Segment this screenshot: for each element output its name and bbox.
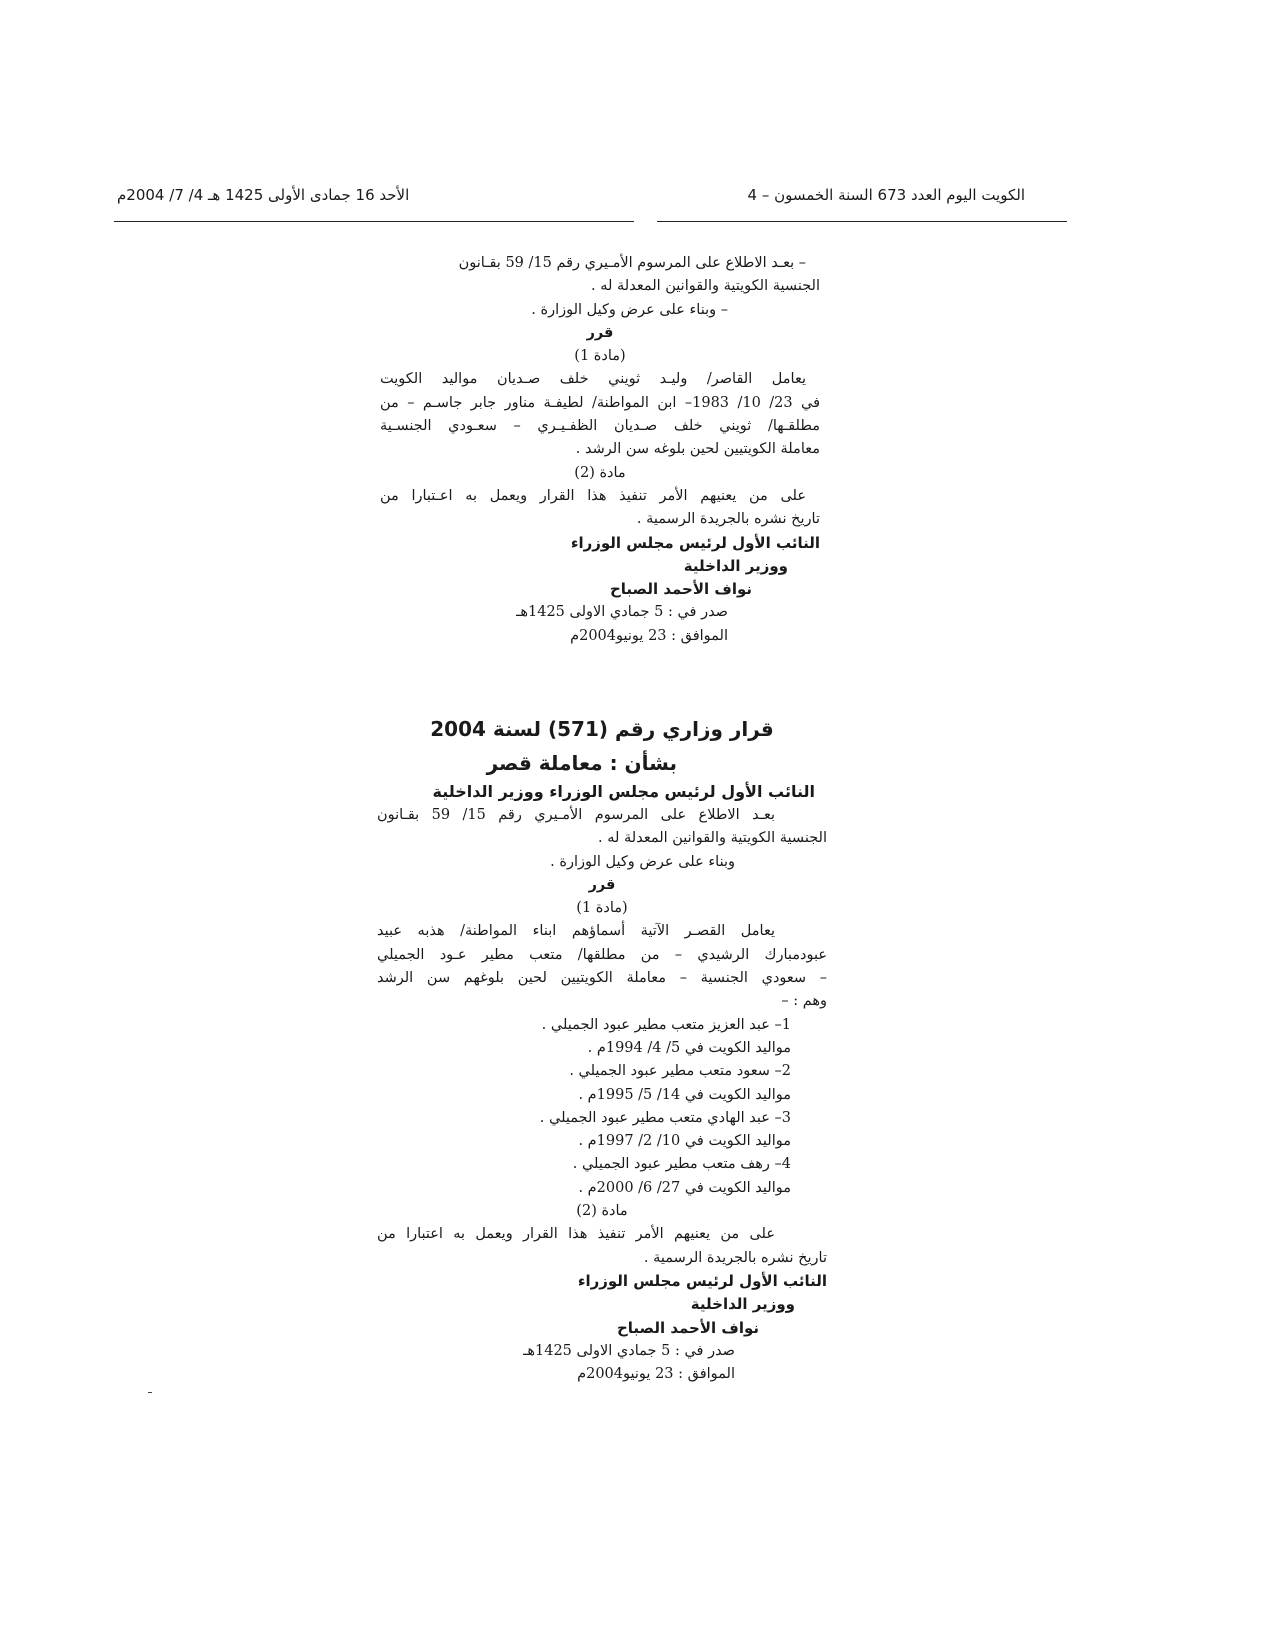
list-item: 2– سعود متعب مطير عبود الجميلي .: [569, 1063, 791, 1080]
list-item: مواليد الكويت في 14/ 5/ 1995م .: [578, 1086, 791, 1103]
article-text: في 23/ 10/ 1983– ابن المواطنة/ لطيفـة مناور جابر جاسـم – من: [380, 394, 820, 411]
signature-title: النائب الأول لرئيس مجلس الوزراء: [570, 533, 820, 552]
scan-speck: [148, 1392, 152, 1393]
article-heading: (مادة 1): [574, 348, 626, 365]
article-text: عبودمبارك الرشيدي – من مطلقها/ متعب مطير عـود الجميلي: [377, 946, 827, 963]
article-text: على من يعنيهم الأمر تنفيذ هذا القرار ويعمل به اعتبارا من: [377, 1226, 775, 1243]
article-heading: مادة (2): [574, 464, 626, 481]
preamble-line: – وبناء على عرض وكيل الوزارة .: [531, 301, 728, 318]
issue-date: صدر في : 5 جمادي الاولى 1425هـ: [516, 604, 728, 621]
list-item: 4– رهف متعب مطير عبود الجميلي .: [572, 1156, 791, 1173]
article-heading: (مادة 1): [576, 900, 628, 917]
article-text: مطلقـها/ ثويني خلف صـديان الظفـيـري – سعـودي الجنسـية: [380, 418, 820, 435]
issue-date: صدر في : 5 جمادي الاولى 1425هـ: [523, 1342, 735, 1359]
decision-1: [380, 252, 820, 648]
decision-title: قرار وزاري رقم (571) لسنة 2004: [430, 717, 774, 741]
list-item: 1– عبد العزيز متعب مطير عبود الجميلي .: [541, 1016, 791, 1033]
header-rule-right: [657, 221, 1067, 222]
signature-title: النائب الأول لرئيس مجلس الوزراء: [577, 1271, 827, 1290]
preamble-line: وبناء على عرض وكيل الوزارة .: [550, 853, 735, 870]
article-text: وهم : –: [781, 993, 827, 1010]
signature-title: ووزير الداخلية: [690, 1295, 795, 1314]
issue-date-gregorian: الموافق : 23 يونيو2004م: [570, 627, 728, 644]
issue-date-gregorian: الموافق : 23 يونيو2004م: [577, 1366, 735, 1383]
article-text: على من يعنيهم الأمر تنفيذ هذا القرار ويعمل به اعـتبارا من: [380, 487, 806, 504]
preamble-line: بعـد الاطلاع على المرسوم الأمـيري رقم 15/ 59 بقـانون: [377, 807, 776, 823]
decision-word: قرر: [588, 876, 616, 893]
article-heading: مادة (2): [576, 1203, 628, 1220]
article-text: يعامل القصـر الآتية أسماؤهم ابناء المواطنة/ هذبه عبيد: [377, 923, 775, 940]
decision-subject: بشأن : معاملة قصر: [486, 751, 677, 775]
signature-name: نواف الأحمد الصباح: [616, 1318, 759, 1337]
decision-2: [377, 712, 827, 1386]
signature-title: ووزير الداخلية: [683, 556, 788, 575]
decision-word: قرر: [586, 324, 614, 341]
article-text: تاريخ نشره بالجريدة الرسمية .: [643, 1249, 827, 1266]
article-text: يعامل القاصر/ وليـد ثويني خلف صـديان مواليد الكويت: [380, 371, 806, 388]
article-text: – سعودي الجنسية – معاملة الكويتيين لحين بلوغهم سن الرشد: [377, 970, 827, 987]
article-text: تاريخ نشره بالجريدة الرسمية .: [636, 511, 820, 528]
list-item: مواليد الكويت في 27/ 6/ 2000م .: [578, 1179, 791, 1196]
running-header-issue: الكويت اليوم العدد 673 السنة الخمسون – 4: [747, 186, 1025, 204]
preamble-line: الجنسية الكويتية والقوانين المعدلة له .: [591, 278, 820, 295]
preamble-line: الجنسية الكويتية والقوانين المعدلة له .: [598, 830, 827, 847]
header-rule-left: [114, 221, 634, 222]
list-item: 3– عبد الهادي متعب مطير عبود الجميلي .: [539, 1109, 791, 1126]
running-header-date: الأحد 16 جمادى الأولى 1425 هـ 4/ 7/ 2004م: [117, 186, 410, 204]
signature-name: نواف الأحمد الصباح: [609, 580, 752, 599]
list-item: مواليد الكويت في 10/ 2/ 1997م .: [578, 1133, 791, 1150]
list-item: مواليد الكويت في 5/ 4/ 1994م .: [587, 1039, 791, 1056]
decision-issuer: النائب الأول لرئيس مجلس الوزراء ووزير الداخلية: [432, 782, 815, 801]
article-text: معاملة الكويتيين لحين بلوغه سن الرشد .: [575, 441, 820, 458]
preamble-line: – بعـد الاطلاع على المرسوم الأمـيري رقم 15/ 59 بقـانون: [458, 255, 806, 271]
